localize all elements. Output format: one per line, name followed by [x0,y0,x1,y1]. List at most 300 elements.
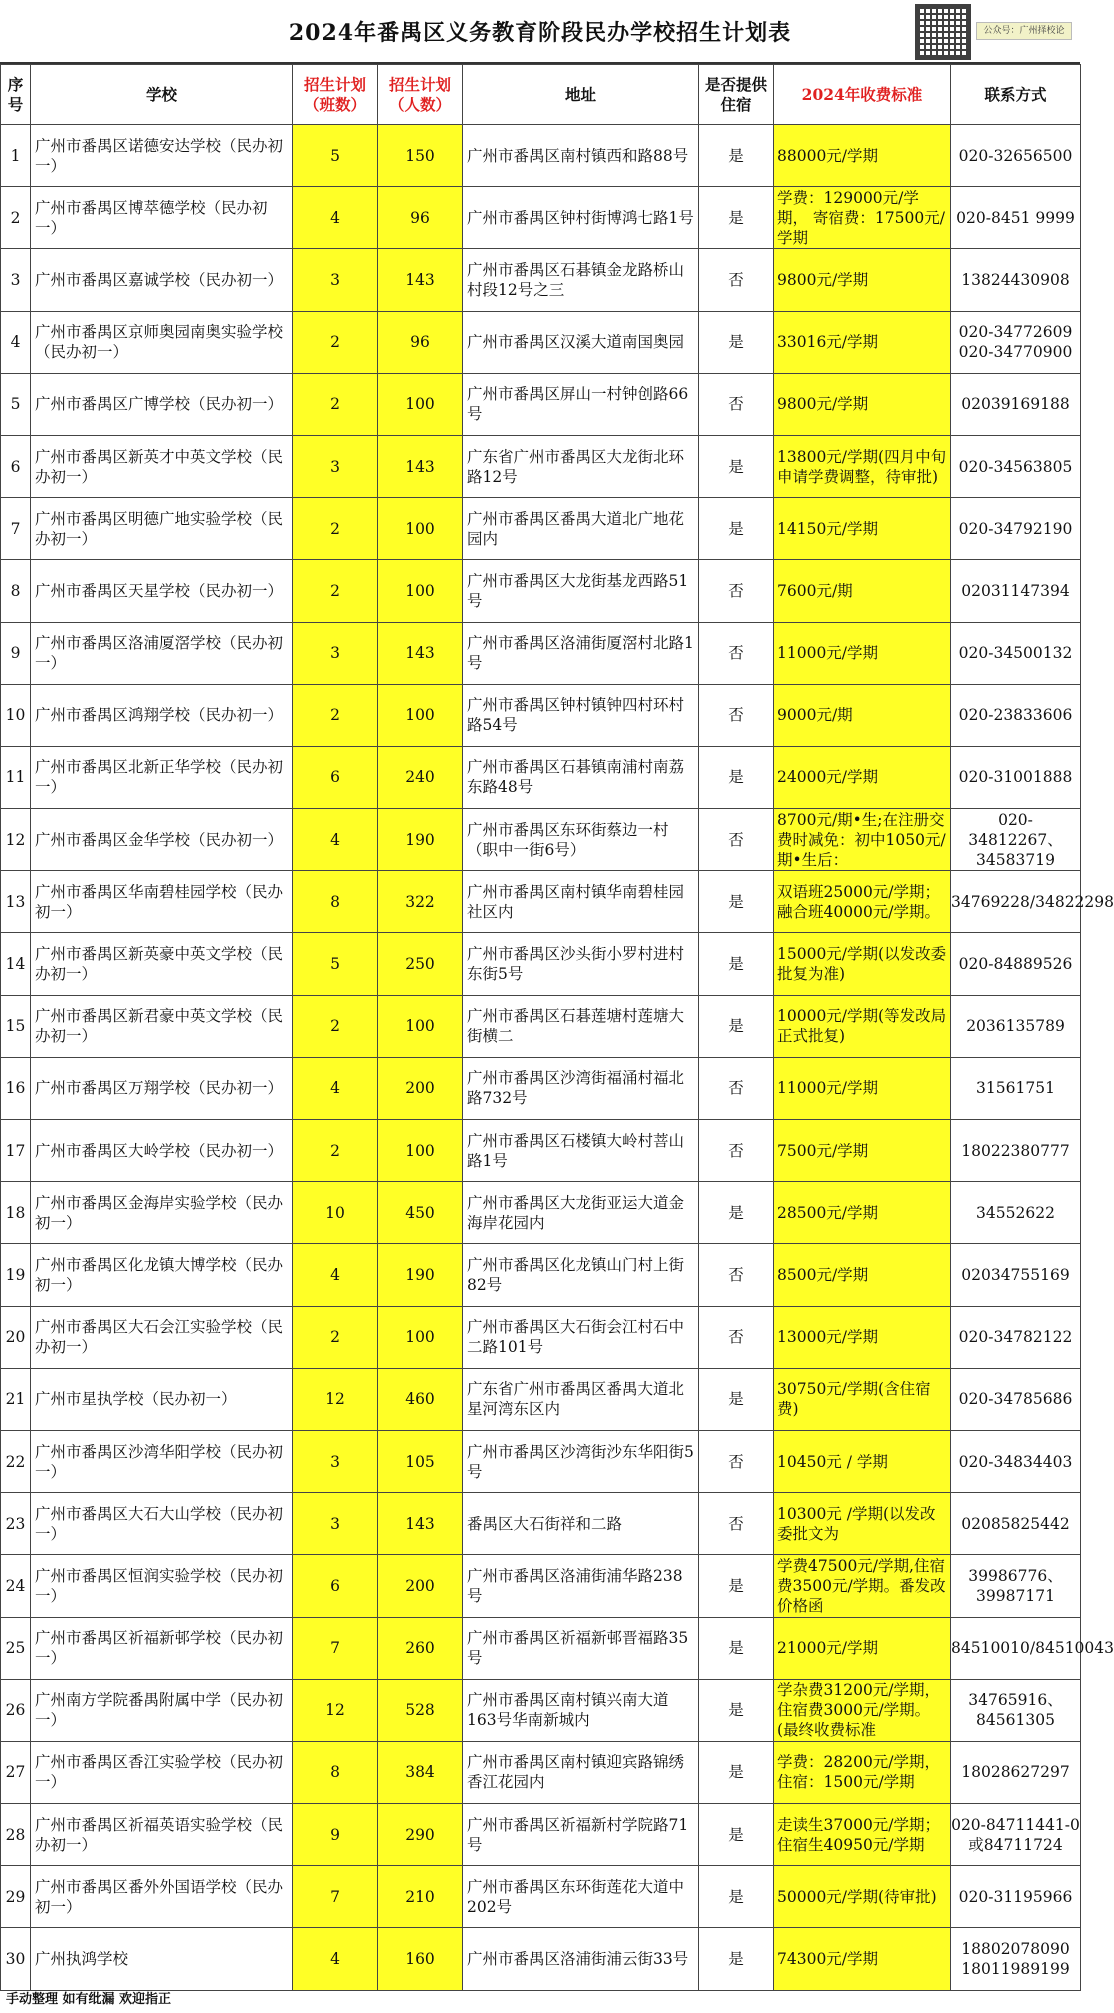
cell-no [1,622,31,684]
cell-school-text: 广州市番禺区新君豪中英文学校（民办初一） [35,1007,284,1046]
cell-school-text: 广州市番禺区化龙镇大博学校（民办初一） [35,1255,284,1294]
cell-dorm-text: 是 [728,519,744,538]
cell-contact-text: 020-8451 9999 [956,208,1075,227]
cell-no [1,871,31,933]
cell-fee-text: 50000元/学期(待审批) [777,1887,937,1906]
cell-dorm [699,498,774,560]
cell-no-text: 3 [10,270,21,289]
cell-people [378,125,463,187]
table-row [1,1182,1081,1244]
cell-classes [293,809,378,871]
cell-people [378,249,463,311]
cell-contact-text: 18028627297 [961,1763,1070,1782]
cell-classes [293,746,378,808]
cell-school-text: 广州市番禺区大石大山学校（民办初一） [35,1504,284,1543]
cell-fee-text: 15000元/学期(以发改委批复为准) [777,945,947,984]
cell-dorm [699,560,774,622]
cell-address-text: 广州市番禺区番禺大道北广地花园内 [467,509,685,548]
cell-dorm-text: 否 [728,1328,744,1347]
cell-contact [951,684,1081,746]
cell-no [1,1430,31,1492]
cell-classes [293,125,378,187]
cell-no-text: 29 [5,1887,26,1906]
wechat-account-label: 公众号：广州择校论 [976,22,1072,40]
cell-address [463,1430,699,1492]
cell-address [463,995,699,1057]
cell-fee [774,1120,951,1182]
cell-people-text: 100 [405,1017,435,1036]
cell-classes-text: 3 [330,644,340,663]
cell-address [463,435,699,497]
cell-people-text: 260 [405,1639,435,1658]
cell-school-text: 广州市番禺区诺德安达学校（民办初一） [35,136,284,175]
cell-fee-text: 7600元/期 [777,581,853,600]
cell-people-text: 100 [405,581,435,600]
cell-no [1,435,31,497]
cell-contact [951,1617,1114,1679]
cell-no [1,498,31,560]
cell-school [31,187,293,249]
cell-dorm [699,871,774,933]
cell-contact-text: 02034755169 [961,1265,1070,1284]
cell-fee [774,373,951,435]
cell-people-text: 450 [405,1203,435,1222]
cell-people [378,622,463,684]
cell-address [463,311,699,373]
cell-contact [951,746,1081,808]
cell-dorm [699,1057,774,1119]
cell-fee-text: 学费：28200元/学期，住宿：1500元/学期 [777,1753,941,1792]
cell-fee-text: 9000元/期 [777,706,853,725]
cell-classes-text: 4 [330,830,340,849]
cell-classes-text: 2 [330,1141,340,1160]
cell-no-text: 8 [10,581,21,600]
cell-people-text: 160 [405,1950,435,1969]
cell-people [378,684,463,746]
cell-people [378,498,463,560]
cell-fee [774,1368,951,1430]
cell-people-text: 143 [405,1514,435,1533]
enrollment-plan-table [0,64,1114,1991]
cell-dorm-text: 是 [728,1017,744,1036]
cell-dorm-text: 是 [728,1825,744,1844]
cell-fee [774,1804,951,1866]
cell-people [378,1804,463,1866]
cell-address [463,1306,699,1368]
cell-contact [951,1493,1081,1555]
cell-school [31,1866,293,1928]
cell-fee [774,871,951,933]
cell-dorm [699,373,774,435]
cell-dorm-text: 是 [728,457,744,476]
header-classes: 招生计划（班数） [293,65,378,125]
cell-fee-text: 8700元/期•生;在注册交费时减免：初中1050元/期•生后： [777,810,946,869]
cell-address [463,809,699,871]
cell-contact-text: 31561751 [976,1079,1055,1098]
cell-no [1,1555,31,1617]
cell-contact [951,933,1081,995]
cell-fee [774,311,951,373]
cell-school-text: 广州市番禺区京师奥园南奥实验学校（民办初一） [35,323,284,362]
cell-address [463,1617,699,1679]
cell-school [31,1120,293,1182]
cell-dorm [699,1306,774,1368]
cell-school [31,1182,293,1244]
cell-people-text: 143 [405,644,435,663]
cell-dorm-text: 是 [728,892,744,911]
cell-dorm-text: 是 [728,1390,744,1409]
cell-contact-text: 020-34834403 [958,1452,1073,1471]
cell-classes [293,187,378,249]
cell-classes-text: 4 [330,208,340,227]
cell-contact [951,1057,1081,1119]
cell-no-text: 12 [5,830,26,849]
cell-no-text: 10 [5,706,26,725]
cell-classes [293,684,378,746]
cell-address [463,871,699,933]
cell-contact-text: 18022380777 [961,1141,1070,1160]
cell-dorm-text: 是 [728,146,744,165]
table-row [1,125,1081,187]
cell-contact-text: 02039169188 [961,395,1070,414]
cell-fee [774,1741,951,1803]
cell-classes-text: 3 [330,270,340,289]
cell-contact [951,1306,1081,1368]
cell-classes-text: 3 [330,1452,340,1471]
cell-contact-text: 020-32656500 [958,146,1073,165]
cell-no-text: 25 [5,1639,26,1658]
cell-classes [293,622,378,684]
cell-people-text: 100 [405,395,435,414]
table-row [1,373,1081,435]
cell-dorm [699,1928,774,1990]
cell-contact-text: 020-84711441-0或84711724 [951,1815,1080,1854]
cell-contact [951,1741,1081,1803]
cell-contact [951,1182,1081,1244]
cell-address-text: 广州市番禺区大龙街亚运大道金海岸花园内 [467,1193,685,1232]
cell-classes-text: 2 [330,395,340,414]
cell-dorm-text: 是 [728,1763,744,1782]
cell-school-text: 广州市番禺区万翔学校（民办初一） [35,1079,284,1098]
cell-dorm [699,1617,774,1679]
cell-address-text: 广州市番禺区洛浦街厦滘村北路1号 [467,634,694,673]
cell-contact-text: 020-34782122 [958,1328,1073,1347]
cell-contact [951,311,1081,373]
cell-no-text: 7 [10,519,21,538]
cell-contact [951,1430,1081,1492]
cell-dorm [699,1368,774,1430]
cell-dorm [699,1804,774,1866]
cell-classes-text: 2 [330,1328,340,1347]
cell-contact [951,871,1114,933]
cell-no [1,809,31,871]
cell-school-text: 广州市番禺区香江实验学校（民办初一） [35,1753,284,1792]
cell-dorm-text: 是 [728,768,744,787]
cell-classes-text: 2 [330,333,340,352]
cell-fee-text: 走读生37000元/学期；住宿生40950元/学期 [777,1815,941,1854]
cell-address [463,1120,699,1182]
cell-address-text: 广州市番禺区洛浦街浦云街33号 [467,1950,689,1969]
cell-classes [293,1679,378,1741]
table-row [1,1928,1081,1990]
cell-dorm [699,1493,774,1555]
page-title: 2024年番禺区义务教育阶段民办学校招生计划表 [288,19,792,46]
cell-dorm [699,995,774,1057]
cell-address-text: 广州市番禺区石碁镇金龙路桥山村段12号之三 [467,260,685,299]
cell-contact-text: 34552622 [976,1203,1055,1222]
cell-classes [293,1306,378,1368]
cell-contact [951,622,1081,684]
cell-dorm-text: 是 [728,1203,744,1222]
cell-dorm [699,933,774,995]
table-row [1,187,1081,249]
cell-address [463,373,699,435]
cell-address [463,1679,699,1741]
cell-school [31,809,293,871]
cell-dorm-text: 否 [728,581,744,600]
header-fee: 2024年收费标准 [774,65,951,125]
cell-fee-text: 11000元/学期 [777,644,879,663]
cell-contact-text: 020-34500132 [958,644,1073,663]
cell-school [31,871,293,933]
cell-address-text: 广州市番禺区石碁莲塘村莲塘大街横二 [467,1007,685,1046]
cell-no [1,1306,31,1368]
header-contact: 联系方式 [951,65,1081,125]
cell-classes-text: 5 [330,146,340,165]
cell-no [1,1493,31,1555]
header-school: 学校 [31,65,293,125]
cell-people [378,1120,463,1182]
cell-no-text: 2 [10,208,21,227]
cell-no-text: 18 [5,1203,26,1222]
cell-dorm-text: 是 [728,333,744,352]
cell-school-text: 广州市番禺区恒润实验学校（民办初一） [35,1566,284,1605]
cell-contact [951,1928,1081,1990]
cell-fee [774,1555,951,1617]
cell-people-text: 105 [405,1452,435,1471]
cell-classes [293,560,378,622]
cell-address [463,187,699,249]
table-row [1,622,1081,684]
cell-people [378,1306,463,1368]
cell-school-text: 广州市番禺区天星学校（民办初一） [35,581,284,600]
cell-address [463,1244,699,1306]
cell-dorm [699,311,774,373]
cell-fee [774,1679,951,1741]
cell-address [463,1057,699,1119]
cell-fee-text: 9800元/学期 [777,270,869,289]
table-row [1,809,1081,871]
cell-contact-text: 34769228/34822298 [951,892,1114,911]
cell-classes [293,1368,378,1430]
cell-contact [951,498,1081,560]
cell-no-text: 13 [5,892,26,911]
cell-fee-text: 8500元/学期 [777,1265,869,1284]
cell-no-text: 22 [5,1452,26,1471]
cell-classes-text: 2 [330,519,340,538]
cell-fee [774,560,951,622]
cell-school-text: 广州市星执学校（民办初一） [35,1390,237,1409]
table-row [1,871,1081,933]
cell-no-text: 27 [5,1763,26,1782]
cell-fee-text: 24000元/学期 [777,768,879,787]
cell-dorm-text: 否 [728,1265,744,1284]
cell-address-text: 广州市番禺区祈福新邨晋福路35号 [467,1629,689,1668]
cell-dorm-text: 是 [728,955,744,974]
cell-school-text: 广州市番禺区鸿翔学校（民办初一） [35,706,284,725]
header-address: 地址 [463,65,699,125]
cell-no-text: 15 [5,1017,26,1036]
cell-no-text: 28 [5,1825,26,1844]
cell-no [1,1617,31,1679]
cell-address [463,498,699,560]
cell-classes-text: 3 [330,1514,340,1533]
header-people: 招生计划（人数） [378,65,463,125]
cell-dorm [699,746,774,808]
cell-address [463,249,699,311]
cell-contact-text: 020-23833606 [958,706,1073,725]
cell-people-text: 290 [405,1825,435,1844]
cell-school [31,311,293,373]
cell-fee-text: 21000元/学期 [777,1639,879,1658]
cell-no-text: 24 [5,1576,26,1595]
cell-school-text: 广州执鸿学校 [35,1950,129,1969]
cell-address [463,933,699,995]
cell-dorm [699,249,774,311]
cell-contact [951,373,1081,435]
cell-contact-text: 34765916、84561305 [968,1691,1063,1730]
cell-contact [951,249,1081,311]
cell-address-text: 广州市番禺区化龙镇山门村上街82号 [467,1255,685,1294]
cell-people [378,933,463,995]
cell-fee-text: 33016元/学期 [777,333,879,352]
cell-no [1,187,31,249]
cell-contact [951,1120,1081,1182]
cell-no-text: 26 [5,1701,26,1720]
cell-classes [293,1804,378,1866]
cell-classes [293,995,378,1057]
cell-classes-text: 10 [325,1203,345,1222]
cell-no-text: 9 [10,644,21,663]
cell-people-text: 100 [405,519,435,538]
cell-people [378,1679,463,1741]
cell-contact-text: 39986776、39987171 [968,1566,1063,1605]
cell-school [31,1493,293,1555]
cell-classes [293,871,378,933]
cell-fee [774,435,951,497]
cell-address [463,1741,699,1803]
cell-address-text: 广州市番禺区洛浦街浦华路238号 [467,1566,683,1605]
cell-contact [951,1244,1081,1306]
cell-fee-text: 7500元/学期 [777,1141,869,1160]
cell-classes [293,435,378,497]
cell-address [463,1804,699,1866]
cell-fee [774,1928,951,1990]
cell-fee [774,187,951,249]
cell-address [463,684,699,746]
cell-no-text: 6 [10,457,21,476]
cell-people-text: 190 [405,1265,435,1284]
cell-people-text: 100 [405,1328,435,1347]
cell-address [463,125,699,187]
cell-classes-text: 5 [330,955,340,974]
cell-contact-text: 020-31195966 [958,1887,1073,1906]
table-row [1,1493,1081,1555]
cell-dorm-text: 否 [728,1514,744,1533]
cell-people-text: 100 [405,706,435,725]
cell-people-text: 200 [405,1576,435,1595]
cell-classes [293,933,378,995]
cell-address-text: 广州市番禺区汉溪大道南国奥园 [467,333,685,352]
cell-contact-text: 020-34563805 [958,457,1073,476]
cell-school [31,498,293,560]
cell-no [1,1120,31,1182]
cell-no [1,1368,31,1430]
table-row [1,1430,1081,1492]
cell-classes [293,249,378,311]
cell-contact-text: 02085825442 [961,1514,1070,1533]
cell-dorm-text: 否 [728,1141,744,1160]
cell-people-text: 190 [405,830,435,849]
cell-people-text: 96 [410,333,430,352]
cell-school [31,1928,293,1990]
cell-people [378,1244,463,1306]
table-row [1,995,1081,1057]
cell-school [31,746,293,808]
cell-school-text: 广州市番禺区广博学校（民办初一） [35,395,284,414]
cell-classes [293,1741,378,1803]
cell-contact [951,435,1081,497]
cell-school [31,995,293,1057]
cell-fee-text: 13000元/学期 [777,1328,879,1347]
cell-fee [774,995,951,1057]
table-row [1,1555,1081,1617]
cell-contact [951,125,1081,187]
cell-classes-text: 3 [330,457,340,476]
cell-classes [293,1555,378,1617]
cell-people-text: 96 [410,208,430,227]
qr-code-icon [915,4,971,60]
table-row [1,1741,1081,1803]
cell-school-text: 广州市番禺区金华学校（民办初一） [35,830,284,849]
cell-address [463,1182,699,1244]
cell-school-text: 广州市番禺区明德广地实验学校（民办初一） [35,509,284,548]
cell-no [1,995,31,1057]
cell-contact-text: 2036135789 [966,1017,1065,1036]
cell-address [463,1555,699,1617]
cell-classes-text: 7 [330,1887,340,1906]
cell-classes-text: 12 [325,1390,345,1409]
cell-fee [774,1866,951,1928]
cell-school-text: 广州市番禺区大石会江实验学校（民办初一） [35,1318,284,1357]
cell-classes [293,1120,378,1182]
cell-contact-text: 020-34785686 [958,1390,1073,1409]
cell-address-text: 广州市番禺区南村镇迎宾路锦绣香江花园内 [467,1753,685,1792]
table-row [1,684,1081,746]
cell-school [31,1244,293,1306]
cell-address-text: 广州市番禺区大石街会江村石中二路101号 [467,1318,685,1357]
cell-people-text: 143 [405,457,435,476]
cell-classes [293,1182,378,1244]
cell-fee [774,1617,951,1679]
cell-classes [293,498,378,560]
cell-classes-text: 2 [330,706,340,725]
cell-address-text: 广州市番禺区钟村镇钟四村环村路54号 [467,696,685,735]
table-row [1,746,1081,808]
cell-fee [774,1306,951,1368]
cell-dorm [699,1182,774,1244]
cell-address-text: 广州市番禺区东环街莲花大道中202号 [467,1877,685,1916]
